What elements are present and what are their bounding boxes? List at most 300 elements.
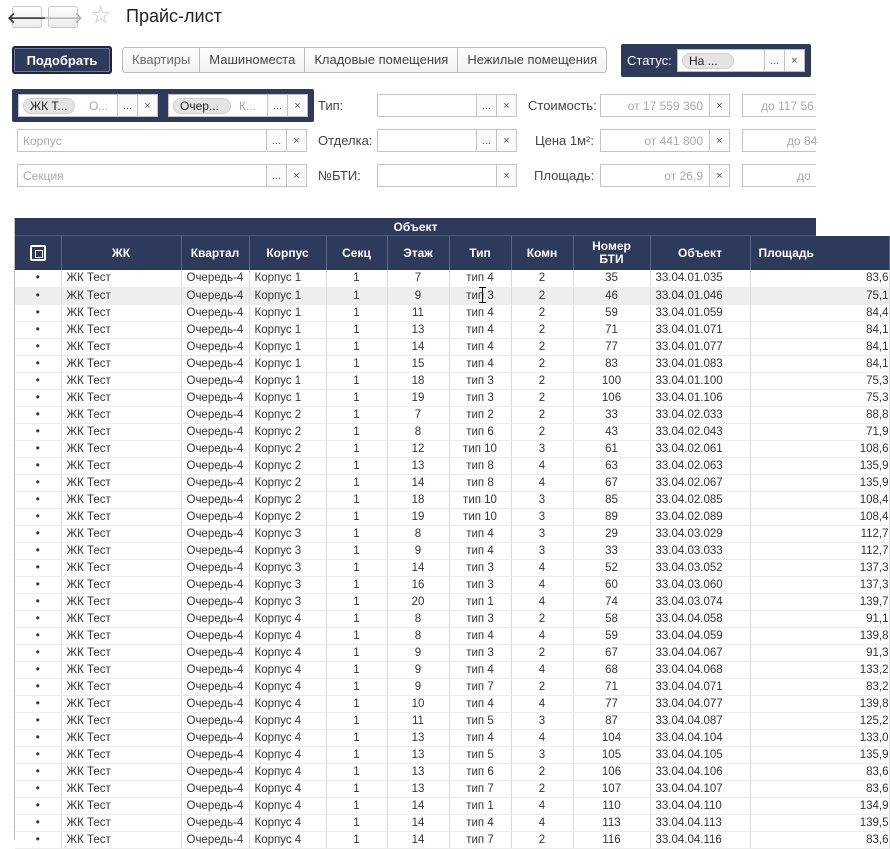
cell-zk: ЖК Тест	[61, 610, 181, 627]
cell-komn: 2	[511, 678, 573, 695]
area-from-placeholder: от 26,9	[664, 169, 703, 183]
cell-kvartal: Очередь-4	[181, 593, 249, 610]
section-field[interactable]	[17, 164, 307, 187]
type-select-button[interactable]: ...	[476, 95, 496, 116]
status-select-button[interactable]: ...	[764, 50, 784, 71]
cell-kvartal: Очередь-4	[181, 355, 249, 372]
cell-komn: 2	[511, 372, 573, 389]
header-bti[interactable]	[573, 236, 650, 270]
cell-obekt: 33.04.03.074	[650, 593, 750, 610]
header-komn[interactable]: Комн	[511, 236, 573, 270]
row-marker: •	[15, 423, 61, 440]
cell-zk: ЖК Тест	[61, 270, 181, 287]
cell-obekt: 33.04.01.100	[650, 372, 750, 389]
cell-bti: 77	[573, 338, 650, 355]
cell-bti: 105	[573, 746, 650, 763]
cell-tip: тип 10	[449, 508, 511, 525]
cell-area: 108,4	[750, 508, 889, 525]
cell-zk: ЖК Тест	[61, 746, 181, 763]
cost-to-field[interactable]	[742, 94, 816, 117]
table-row[interactable]	[15, 797, 889, 814]
table-row[interactable]	[15, 610, 889, 627]
cell-kvartal: Очередь-4	[181, 644, 249, 661]
cell-etazh: 11	[387, 304, 449, 321]
cell-tip: тип 4	[449, 729, 511, 746]
status-field[interactable]	[677, 49, 805, 72]
korpus-select-button[interactable]: ...	[266, 130, 286, 151]
table-row[interactable]	[15, 491, 889, 508]
row-marker: •	[15, 270, 61, 287]
table-row[interactable]	[15, 355, 889, 372]
cell-area: 135,9	[750, 457, 889, 474]
cell-bti: 106	[573, 763, 650, 780]
table-row[interactable]	[15, 321, 889, 338]
cell-kvartal: Очередь-4	[181, 661, 249, 678]
cell-korpus: Корпус 2	[249, 423, 326, 440]
price-from-placeholder: от 441 800	[644, 134, 703, 148]
cell-area: 133,2	[750, 661, 889, 678]
area-to-placeholder: до	[797, 169, 811, 183]
column-settings-icon[interactable]	[30, 245, 46, 261]
table-row[interactable]	[15, 287, 889, 304]
status-clear-button[interactable]: ×	[784, 50, 804, 71]
cell-zk: ЖК Тест	[61, 797, 181, 814]
cell-korpus: Корпус 1	[249, 372, 326, 389]
cell-komn: 3	[511, 542, 573, 559]
zk-clear-button[interactable]: ×	[137, 95, 157, 116]
cell-bti: 46	[573, 287, 650, 304]
cell-zk: ЖК Тест	[61, 712, 181, 729]
finish-select-button[interactable]: ...	[476, 130, 496, 151]
table-row[interactable]	[15, 474, 889, 491]
cell-zk: ЖК Тест	[61, 287, 181, 304]
cell-zk: ЖК Тест	[61, 355, 181, 372]
cell-etazh: 11	[387, 712, 449, 729]
cell-tip: тип 4	[449, 542, 511, 559]
cell-bti: 107	[573, 780, 650, 797]
cell-komn: 4	[511, 474, 573, 491]
cell-komn: 2	[511, 270, 573, 287]
cell-etazh: 15	[387, 355, 449, 372]
row-marker: •	[15, 814, 61, 831]
cell-kvartal: Очередь-4	[181, 780, 249, 797]
cell-komn: 2	[511, 304, 573, 321]
cell-etazh: 19	[387, 389, 449, 406]
cell-area: 137,3	[750, 576, 889, 593]
table-row[interactable]	[15, 508, 889, 525]
cell-sekc: 1	[326, 457, 387, 474]
queue-select-button[interactable]: ...	[267, 95, 287, 116]
cell-korpus: Корпус 2	[249, 457, 326, 474]
cell-korpus: Корпус 4	[249, 678, 326, 695]
table-row[interactable]	[15, 712, 889, 729]
cell-etazh: 8	[387, 610, 449, 627]
cell-obekt: 33.04.04.077	[650, 695, 750, 712]
cell-korpus: Корпус 3	[249, 576, 326, 593]
cell-bti: 35	[573, 270, 650, 287]
cell-zk: ЖК Тест	[61, 423, 181, 440]
cell-area: 75,3	[750, 372, 889, 389]
price-from-field[interactable]	[600, 129, 730, 152]
row-marker: •	[15, 508, 61, 525]
cell-komn: 2	[511, 321, 573, 338]
table-row[interactable]	[15, 304, 889, 321]
cell-obekt: 33.04.04.104	[650, 729, 750, 746]
row-marker: •	[15, 474, 61, 491]
queue-chip-ghost: К...	[239, 99, 256, 113]
cell-bti: 83	[573, 355, 650, 372]
cell-area: 137,3	[750, 559, 889, 576]
zk-chip[interactable]: ЖК Т...	[23, 98, 75, 114]
area-from-clear-button[interactable]: ×	[709, 165, 729, 186]
korpus-placeholder: Корпус	[23, 134, 62, 148]
price-from-clear-button[interactable]: ×	[709, 130, 729, 151]
zk-select-button[interactable]: ...	[117, 95, 137, 116]
arrow-right-icon: 🡒	[42, 9, 84, 27]
cell-kvartal: Очередь-4	[181, 270, 249, 287]
table-row[interactable]	[15, 542, 889, 559]
pick-button[interactable]: Подобрать	[12, 46, 112, 74]
queue-clear-button[interactable]: ×	[287, 95, 307, 116]
queue-chip[interactable]: Очер...	[173, 98, 231, 114]
cost-from-clear-button[interactable]: ×	[709, 95, 729, 116]
row-marker: •	[15, 627, 61, 644]
cell-zk: ЖК Тест	[61, 644, 181, 661]
header-area[interactable]: Площадь	[750, 236, 889, 270]
row-marker: •	[15, 610, 61, 627]
cell-bti: 43	[573, 423, 650, 440]
cell-korpus: Корпус 1	[249, 355, 326, 372]
korpus-field[interactable]	[17, 129, 307, 152]
cell-kvartal: Очередь-4	[181, 321, 249, 338]
cell-korpus: Корпус 4	[249, 831, 326, 848]
cell-bti: 113	[573, 814, 650, 831]
table-row[interactable]	[15, 440, 889, 457]
header-kvartal[interactable]: Квартал	[181, 236, 249, 270]
cell-area: 135,9	[750, 474, 889, 491]
type-field[interactable]	[377, 94, 517, 117]
tab-nonresidential[interactable]: Нежилые помещения	[467, 52, 598, 67]
cell-korpus: Корпус 4	[249, 627, 326, 644]
cell-zk: ЖК Тест	[61, 780, 181, 797]
bti-clear-button[interactable]: ×	[496, 165, 516, 186]
cell-sekc: 1	[326, 559, 387, 576]
row-marker: •	[15, 559, 61, 576]
cell-etazh: 9	[387, 678, 449, 695]
cell-korpus: Корпус 4	[249, 763, 326, 780]
price-label: Цена 1м²:	[535, 133, 594, 148]
tab-apartments[interactable]: Квартиры	[123, 48, 200, 72]
cell-kvartal: Очередь-4	[181, 491, 249, 508]
table-row[interactable]	[15, 457, 889, 474]
cell-area: 83,6	[750, 270, 889, 287]
cell-kvartal: Очередь-4	[181, 712, 249, 729]
cell-etazh: 20	[387, 593, 449, 610]
cell-obekt: 33.04.04.107	[650, 780, 750, 797]
table-row[interactable]	[15, 627, 889, 644]
cell-sekc: 1	[326, 746, 387, 763]
cell-sekc: 1	[326, 287, 387, 304]
cell-kvartal: Очередь-4	[181, 457, 249, 474]
row-marker: •	[15, 644, 61, 661]
row-marker: •	[15, 287, 61, 304]
cell-tip: тип 4	[449, 814, 511, 831]
row-marker: •	[15, 797, 61, 814]
cell-etazh: 12	[387, 440, 449, 457]
korpus-clear-button[interactable]: ×	[286, 130, 306, 151]
cell-etazh: 14	[387, 797, 449, 814]
cell-sekc: 1	[326, 712, 387, 729]
tab-storage[interactable]: Кладовые помещения	[305, 48, 458, 72]
cell-tip: тип 3	[449, 644, 511, 661]
row-marker: •	[15, 831, 61, 848]
cell-sekc: 1	[326, 644, 387, 661]
cell-kvartal: Очередь-4	[181, 474, 249, 491]
header-etazh[interactable]: Этаж	[387, 236, 449, 270]
cell-zk: ЖК Тест	[61, 763, 181, 780]
cell-bti: 52	[573, 559, 650, 576]
cost-from-field[interactable]	[600, 94, 730, 117]
back-button[interactable]	[6, 6, 48, 28]
cell-kvartal: Очередь-4	[181, 406, 249, 423]
cell-obekt: 33.04.02.085	[650, 491, 750, 508]
cell-sekc: 1	[326, 695, 387, 712]
type-clear-button[interactable]: ×	[496, 95, 516, 116]
cell-zk: ЖК Тест	[61, 576, 181, 593]
table-row[interactable]	[15, 814, 889, 831]
cell-bti: 67	[573, 644, 650, 661]
cell-sekc: 1	[326, 627, 387, 644]
cell-obekt: 33.04.02.063	[650, 457, 750, 474]
cell-sekc: 1	[326, 270, 387, 287]
cell-korpus: Корпус 1	[249, 270, 326, 287]
row-marker: •	[15, 338, 61, 355]
cell-komn: 2	[511, 406, 573, 423]
cell-komn: 2	[511, 780, 573, 797]
header-tip[interactable]: Тип	[449, 236, 511, 270]
cell-korpus: Корпус 4	[249, 814, 326, 831]
price-to-placeholder: до 84	[787, 134, 818, 148]
cell-sekc: 1	[326, 661, 387, 678]
cell-korpus: Корпус 4	[249, 797, 326, 814]
cell-tip: тип 1	[449, 797, 511, 814]
cell-kvartal: Очередь-4	[181, 542, 249, 559]
cell-obekt: 33.04.04.110	[650, 797, 750, 814]
table-row[interactable]	[15, 678, 889, 695]
cell-tip: тип 6	[449, 763, 511, 780]
price-to-field[interactable]	[742, 129, 816, 152]
cell-tip: тип 2	[449, 406, 511, 423]
cell-etazh: 13	[387, 321, 449, 338]
cell-komn: 2	[511, 338, 573, 355]
status-label: Статус:	[627, 53, 672, 68]
status-chip[interactable]: На ...	[682, 53, 734, 69]
cell-obekt: 33.04.04.068	[650, 661, 750, 678]
cell-area: 139,7	[750, 593, 889, 610]
cell-komn: 2	[511, 423, 573, 440]
cell-zk: ЖК Тест	[61, 831, 181, 848]
cell-area: 139,8	[750, 695, 889, 712]
cell-etazh: 19	[387, 508, 449, 525]
table-row[interactable]	[15, 729, 889, 746]
cell-sekc: 1	[326, 304, 387, 321]
cell-korpus: Корпус 4	[249, 746, 326, 763]
table-row[interactable]	[15, 831, 889, 848]
cell-kvartal: Очередь-4	[181, 729, 249, 746]
cell-bti: 110	[573, 797, 650, 814]
cell-bti: 85	[573, 491, 650, 508]
row-marker: •	[15, 355, 61, 372]
row-marker: •	[15, 542, 61, 559]
table-row[interactable]	[15, 270, 889, 287]
header-zk[interactable]: ЖК	[61, 236, 181, 270]
cell-kvartal: Очередь-4	[181, 814, 249, 831]
cell-sekc: 1	[326, 729, 387, 746]
cell-etazh: 9	[387, 644, 449, 661]
cell-tip: тип 3	[449, 389, 511, 406]
finish-field[interactable]	[377, 129, 517, 152]
cell-area: 125,2	[750, 712, 889, 729]
cost-from-placeholder: от 17 559 360	[627, 99, 703, 113]
cell-kvartal: Очередь-4	[181, 678, 249, 695]
area-from-field[interactable]	[600, 164, 730, 187]
cell-obekt: 33.04.04.116	[650, 831, 750, 848]
cell-sekc: 1	[326, 474, 387, 491]
section-select-button[interactable]: ...	[266, 165, 286, 186]
header-korpus[interactable]: Корпус	[249, 236, 326, 270]
type-label: Тип:	[318, 98, 344, 113]
table-row[interactable]	[15, 576, 889, 593]
cell-tip: тип 7	[449, 678, 511, 695]
cell-komn: 2	[511, 610, 573, 627]
price-list-grid[interactable]	[14, 218, 889, 846]
area-to-field[interactable]	[742, 164, 816, 187]
row-marker: •	[15, 695, 61, 712]
cell-kvartal: Очередь-4	[181, 304, 249, 321]
cost-label: Стоимость:	[528, 98, 597, 113]
cell-tip: тип 3	[449, 610, 511, 627]
cell-kvartal: Очередь-4	[181, 440, 249, 457]
table-row[interactable]	[15, 338, 889, 355]
row-marker: •	[15, 576, 61, 593]
cell-korpus: Корпус 2	[249, 406, 326, 423]
cell-korpus: Корпус 4	[249, 729, 326, 746]
cell-korpus: Корпус 3	[249, 559, 326, 576]
cell-zk: ЖК Тест	[61, 525, 181, 542]
table-row[interactable]	[15, 695, 889, 712]
row-marker: •	[15, 593, 61, 610]
cell-etazh: 14	[387, 559, 449, 576]
cell-sekc: 1	[326, 355, 387, 372]
cell-tip: тип 4	[449, 627, 511, 644]
tab-parking[interactable]: Машиноместа	[200, 48, 305, 72]
table-row[interactable]	[15, 372, 889, 389]
section-clear-button[interactable]: ×	[286, 165, 306, 186]
cell-zk: ЖК Тест	[61, 304, 181, 321]
cell-sekc: 1	[326, 593, 387, 610]
forward-button[interactable]	[42, 6, 84, 28]
cell-korpus: Корпус 2	[249, 508, 326, 525]
cell-korpus: Корпус 3	[249, 525, 326, 542]
row-marker: •	[15, 406, 61, 423]
cell-komn: 4	[511, 457, 573, 474]
header-sekc[interactable]: Секц	[326, 236, 387, 270]
cell-komn: 4	[511, 559, 573, 576]
cost-to-placeholder: до 117 56	[761, 99, 814, 113]
cell-area: 139,8	[750, 627, 889, 644]
cell-area: 134,9	[750, 797, 889, 814]
finish-label: Отделка:	[318, 133, 373, 148]
finish-clear-button[interactable]: ×	[496, 130, 516, 151]
cell-tip: тип 3	[449, 287, 511, 304]
cell-sekc: 1	[326, 440, 387, 457]
table-row[interactable]	[15, 661, 889, 678]
table-row[interactable]	[15, 763, 889, 780]
cell-area: 84,4	[750, 304, 889, 321]
queue-field[interactable]	[168, 94, 308, 117]
column-settings-header[interactable]	[15, 236, 61, 270]
table-row[interactable]	[15, 644, 889, 661]
cell-bti: 59	[573, 304, 650, 321]
row-marker: •	[15, 780, 61, 797]
cell-etazh: 13	[387, 746, 449, 763]
table-row[interactable]	[15, 746, 889, 763]
section-placeholder: Секция	[23, 169, 64, 183]
cell-etazh: 13	[387, 780, 449, 797]
cell-bti: 67	[573, 474, 650, 491]
cell-korpus: Корпус 1	[249, 389, 326, 406]
price-list-table	[15, 236, 890, 849]
cell-zk: ЖК Тест	[61, 440, 181, 457]
cell-tip: тип 3	[449, 372, 511, 389]
cell-kvartal: Очередь-4	[181, 763, 249, 780]
cell-sekc: 1	[326, 491, 387, 508]
cell-kvartal: Очередь-4	[181, 797, 249, 814]
row-marker: •	[15, 304, 61, 321]
header-bti-line2: БТИ	[599, 252, 624, 266]
table-row[interactable]	[15, 780, 889, 797]
cell-zk: ЖК Тест	[61, 559, 181, 576]
table-row[interactable]	[15, 593, 889, 610]
bti-field[interactable]	[377, 164, 517, 187]
cell-bti: 58	[573, 610, 650, 627]
header-obekt[interactable]: Объект	[650, 236, 750, 270]
cell-area: 112,7	[750, 542, 889, 559]
cell-zk: ЖК Тест	[61, 729, 181, 746]
table-row[interactable]	[15, 525, 889, 542]
table-row[interactable]	[15, 559, 889, 576]
zk-field[interactable]	[18, 94, 158, 117]
cell-etazh: 8	[387, 525, 449, 542]
cell-bti: 106	[573, 389, 650, 406]
cell-area: 91,3	[750, 644, 889, 661]
cell-sekc: 1	[326, 797, 387, 814]
cell-bti: 61	[573, 440, 650, 457]
cell-kvartal: Очередь-4	[181, 372, 249, 389]
cell-obekt: 33.04.03.052	[650, 559, 750, 576]
table-row[interactable]	[15, 389, 889, 406]
table-row[interactable]	[15, 406, 889, 423]
table-row[interactable]	[15, 423, 889, 440]
favorite-star-icon[interactable]: ☆	[90, 2, 112, 29]
cell-obekt: 33.04.01.083	[650, 355, 750, 372]
cell-zk: ЖК Тест	[61, 814, 181, 831]
titlebar	[0, 0, 816, 36]
cell-tip: тип 4	[449, 270, 511, 287]
cell-etazh: 16	[387, 576, 449, 593]
cell-komn: 4	[511, 661, 573, 678]
cell-sekc: 1	[326, 338, 387, 355]
